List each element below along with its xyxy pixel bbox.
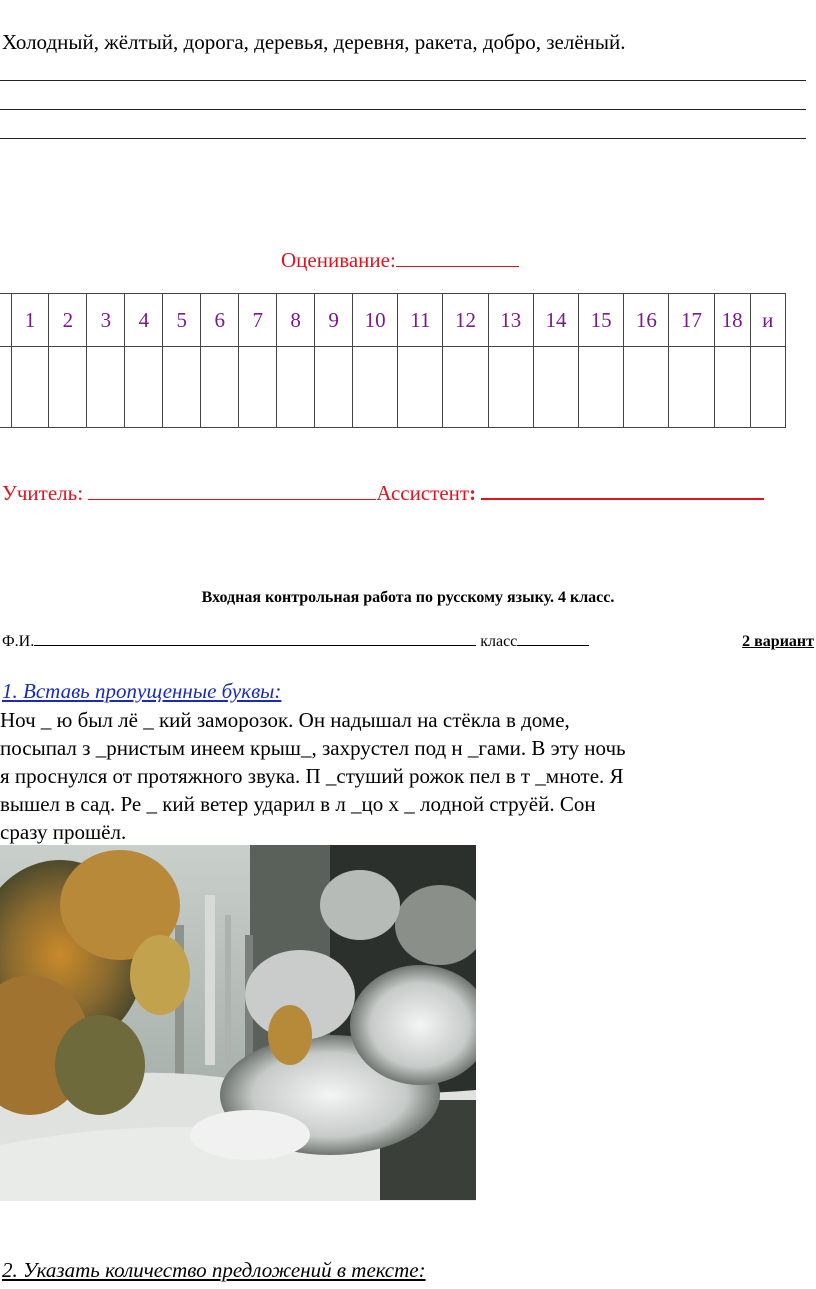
score-table-header-cell: 6 (201, 294, 239, 347)
score-entry-cell[interactable] (87, 347, 125, 428)
teacher-blank[interactable] (88, 483, 376, 500)
score-table-header-cell: 12 (443, 294, 488, 347)
score-table-header-cell: 16 (624, 294, 669, 347)
snowy-forest-photo (0, 845, 476, 1201)
teacher-label: Учитель: (2, 481, 89, 505)
score-table-header-cell: 17 (669, 294, 714, 347)
score-entry-cell[interactable] (353, 347, 398, 428)
score-table-header-cell: 11 (398, 294, 443, 347)
writing-line-3 (0, 138, 806, 139)
task1-heading: 1. Вставь пропущенные буквы: (2, 679, 282, 703)
score-table-header-cell: 2 (49, 294, 87, 347)
score-table-header-cell: 3 (87, 294, 125, 347)
fio-label: Ф.И. (2, 633, 35, 650)
score-table-entry-row (0, 347, 786, 428)
score-table-header-cell: 8 (277, 294, 315, 347)
score-entry-cell[interactable] (315, 347, 353, 428)
student-info-row (2, 633, 589, 651)
score-entry-cell[interactable] (49, 347, 87, 428)
score-table-header-cell: 14 (533, 294, 578, 347)
score-table-header-cell: 13 (488, 294, 533, 347)
task1-text-line: я проснулся от протяжного звука. П _стуший рожок пел в т _мноте. Я (0, 764, 624, 788)
score-table-header-cell: 15 (579, 294, 624, 347)
score-entry-cell[interactable] (125, 347, 163, 428)
writing-line-1 (0, 80, 806, 81)
score-entry-cell[interactable] (11, 347, 49, 428)
test-title: Входная контрольная работа по русскому языку. 4 класс. (201, 589, 615, 606)
assistant-blank[interactable] (481, 482, 764, 500)
score-entry-cell[interactable] (239, 347, 277, 428)
score-table-header-cell: 5 (163, 294, 201, 347)
score-entry-cell[interactable] (669, 347, 714, 428)
score-entry-cell[interactable] (0, 347, 11, 428)
task1-text-line: Ноч _ ю был лё _ кий заморозок. Он надышал на стёкла в доме, (0, 708, 570, 732)
assistant-colon: : (469, 481, 477, 505)
task1-text-line: сразу прошёл. (0, 820, 127, 844)
score-table-header-row (0, 294, 786, 347)
class-label: класс (476, 633, 518, 650)
score-table-header-cell: 18 (714, 294, 750, 347)
score-table (0, 293, 786, 428)
writing-line-2 (0, 109, 806, 110)
score-entry-cell[interactable] (398, 347, 443, 428)
fio-blank[interactable] (34, 633, 476, 646)
class-blank[interactable] (517, 633, 589, 646)
task1-text-line: вышел в сад. Ре _ кий ветер ударил в л _цо х _ лодной струёй. Сон (0, 792, 596, 816)
score-entry-cell[interactable] (533, 347, 578, 428)
task2-heading: 2. Указать количество предложений в тексте: (2, 1258, 426, 1282)
score-entry-cell[interactable] (163, 347, 201, 428)
score-table-header-cell: 4 (125, 294, 163, 347)
variant-label: 2 вариант (742, 633, 814, 650)
score-entry-cell[interactable] (750, 347, 785, 428)
grading-row (281, 248, 519, 273)
score-table-header-cell: 9 (315, 294, 353, 347)
score-table-header-cell: 1 (11, 294, 49, 347)
score-table-first-header (0, 294, 11, 347)
staff-row (2, 481, 764, 506)
score-entry-cell[interactable] (579, 347, 624, 428)
grading-label: Оценивание: (281, 248, 396, 272)
score-entry-cell[interactable] (201, 347, 239, 428)
score-table-total-header: и (750, 294, 785, 347)
grading-blank[interactable] (396, 252, 519, 267)
score-entry-cell[interactable] (277, 347, 315, 428)
score-table-header-cell: 7 (239, 294, 277, 347)
word-list: Холодный, жёлтый, дорога, деревья, деревня, ракета, добро, зелёный. (2, 30, 626, 54)
score-table-header-cell: 10 (353, 294, 398, 347)
score-entry-cell[interactable] (714, 347, 750, 428)
task1-text-line: посыпал з _рнистым инеем крыш_, захрустел под н _гами. В эту ночь (0, 736, 626, 760)
score-entry-cell[interactable] (624, 347, 669, 428)
assistant-label: Ассистент (376, 481, 470, 505)
score-entry-cell[interactable] (488, 347, 533, 428)
score-entry-cell[interactable] (443, 347, 488, 428)
